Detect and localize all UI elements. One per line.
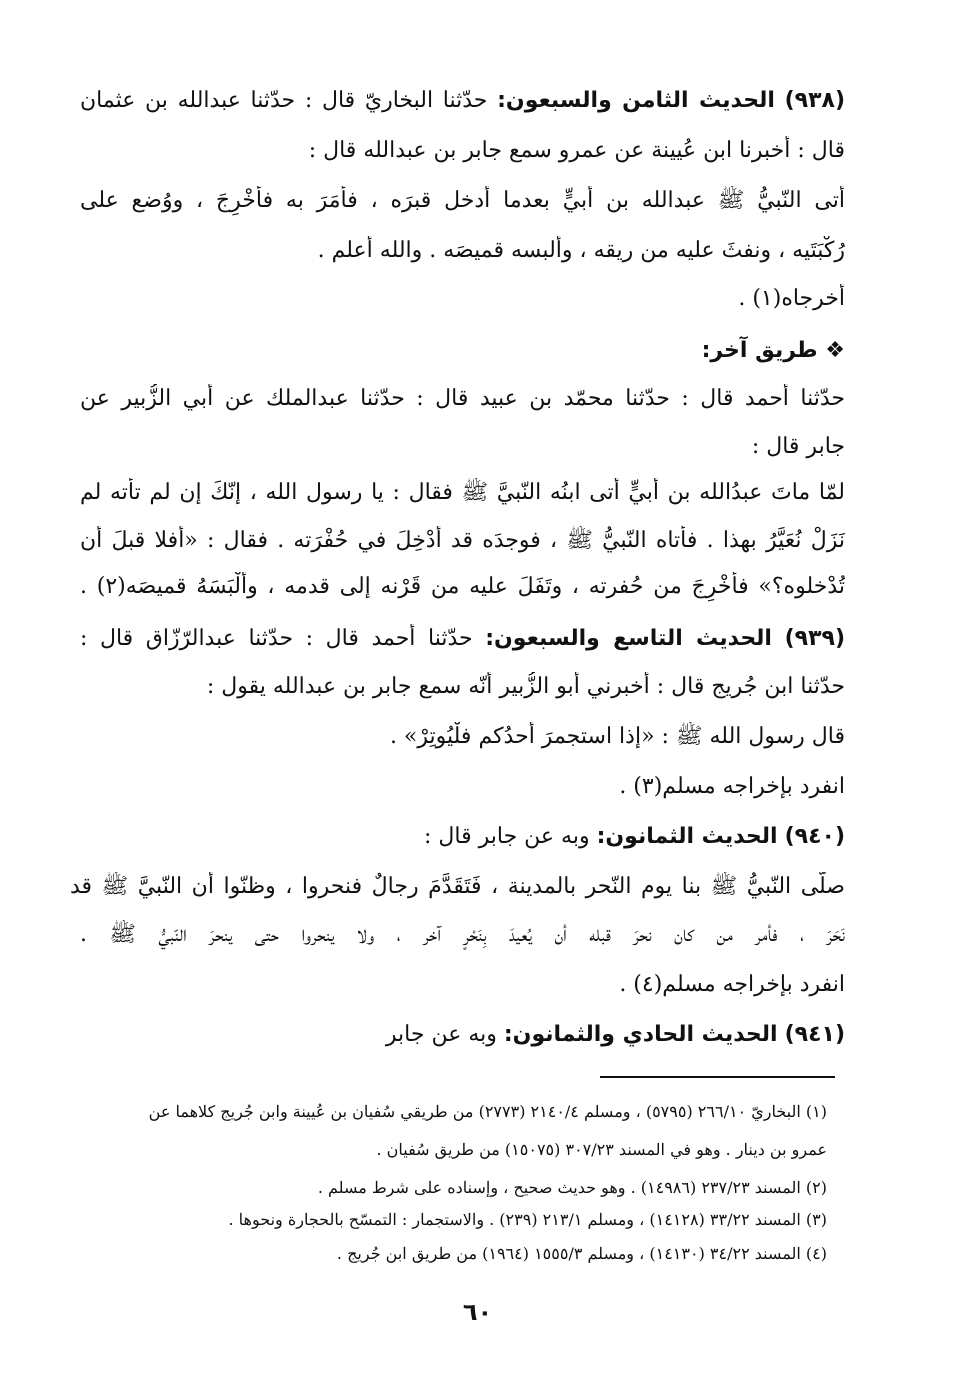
hadith-941-line-1 bbox=[80, 1020, 845, 1050]
hadith-939-number: (٩٣٩) bbox=[784, 626, 845, 651]
hadith-940-text-1: وبه عن جابر قال : bbox=[424, 824, 590, 849]
another-route-line-4: نَزَلْ نُعَيَّرُ بهذا . فأتاه النّبيُّ ﷺ ، فوجدَه قد أُدْخِلَ في حُفْرَته . فقال : «أفلا قبلَ أن bbox=[80, 528, 845, 553]
footnote-2: (٢) المسند ٢٣٧/٢٣ (١٤٩٨٦) . وهو حديث صحيح ، وإسناده على شرط مسلم . bbox=[317, 1178, 827, 1197]
footnote-3: (٣) المسند ٣٣/٢٢ (١٤١٢٨) ، ومسلم ٢١٣/١ (٢٣٩) . والاستجمار : التمسّح بالحجارة ونحوها . bbox=[228, 1210, 827, 1229]
another-route-line-5: تُدْخلوه؟» فأُخْرِجَ من حُفرته ، وتَفَلَ عليه من قَرْنه إلى قدمه ، وألْبَسَهُ قميصَه(٢) . bbox=[80, 574, 845, 599]
hadith-939-line-2: حدّثنا ابن جُريج قال : أخبرني أبو الزُّبير أنّه سمع جابر بن عبدالله يقول : bbox=[206, 674, 845, 699]
hadith-939-line-1 bbox=[80, 624, 845, 654]
footnote-1-line-1: (١) البخاريّ ٢٦٦/١٠ (٥٧٩٥) ، ومسلم ٢١٤٠/٤ (٢٧٧٣) من طريقي سُفيان بن عُيينة وابن جُريج كلاهما عن bbox=[148, 1102, 827, 1121]
another-route-line-3: لمّا ماتَ عبدُالله بن أُبيٍّ أتى ابنُه النّبيَّ ﷺ فقال : يا رسول الله ، إنّكَ إن لم تأته لم bbox=[80, 480, 845, 505]
another-route-heading: ❖ طريق آخر: bbox=[701, 338, 845, 363]
hadith-939-title: الحديث التاسع والسبعون: bbox=[485, 626, 772, 651]
page-number: ٦٠ bbox=[462, 1298, 493, 1326]
another-route-line-2: جابر قال : bbox=[751, 434, 845, 459]
hadith-941-number: (٩٤١) bbox=[784, 1022, 845, 1047]
hadith-940-line-4: انفرد بإخراجه مسلم(٤) . bbox=[619, 972, 845, 997]
hadith-938-text-1: حدّثنا البخاريّ قال : حدّثنا عبدالله بن عثمان bbox=[80, 88, 488, 113]
footnote-4: (٤) المسند ٣٤/٢٢ (١٤١٣٠) ، ومسلم ١٥٥٥/٣ (١٩٦٤) من طريق ابن جُريج . bbox=[336, 1244, 827, 1263]
footnote-1-line-2: عمرو بن دينار . وهو في المسند ٣٠٧/٢٣ (١٥٠٧٥) من طريق سُفيان . bbox=[376, 1140, 827, 1159]
hadith-939-line-4: انفرد بإخراجه مسلم(٣) . bbox=[619, 774, 845, 799]
hadith-940-line-3: نَحَرَ ، فأمر من كان نحرَ قبله أن يُعيدَ بِنَحْرٍ آخر ، ولا ينحروا حتى ينحرَ النّبيُّ ﷺ . bbox=[80, 922, 845, 947]
hadith-938-number: (٩٣٨) bbox=[784, 88, 845, 113]
hadith-941-text-1: وبه عن جابر bbox=[385, 1022, 497, 1047]
hadith-938-line-5: أخرجاه(١) . bbox=[738, 286, 845, 311]
hadith-939-line-3: قال رسول الله ﷺ : «إذا استجمرَ أحدُكم فلْيُوتِرْ» . bbox=[389, 724, 845, 749]
hadith-939-text-1: حدّثنا أحمد قال : حدّثنا عبدالرّزّاق قال : bbox=[80, 626, 473, 651]
hadith-938-line-4: رُكْبَتَيه ، ونفثَ عليه من ريقه ، وألبسه قميصَه . والله أعلم . bbox=[317, 238, 845, 263]
hadith-938-title: الحديث الثامن والسبعون: bbox=[497, 88, 775, 113]
footnote-separator bbox=[600, 1076, 835, 1078]
hadith-938-line-1 bbox=[80, 86, 845, 116]
hadith-940-line-2: صلّى النّبيُّ ﷺ بنا يوم النّحر بالمدينة ، فَتَقَدَّمَ رجالٌ فنحروا ، وظنّوا أن النّبيَّ ﷺ قد bbox=[70, 874, 845, 899]
hadith-940-number: (٩٤٠) bbox=[784, 824, 845, 849]
another-route-line-1: حدّثنا أحمد قال : حدّثنا محمّد بن عبيد قال : حدّثنا عبدالملك عن أبي الزُّبير عن bbox=[80, 386, 845, 411]
hadith-941-title: الحديث الحادي والثمانون: bbox=[503, 1022, 778, 1047]
hadith-940-line-1 bbox=[80, 822, 845, 852]
hadith-938-line-3: أتى النّبيُّ ﷺ عبدالله بن أُبيٍّ بعدما أُدخل قبرَه ، فأَمَرَ به فأُخْرِجَ ، ووُضع على bbox=[80, 188, 845, 213]
hadith-940-title: الحديث الثمانون: bbox=[596, 824, 778, 849]
hadith-938-line-2: قال : أخبرنا ابن عُيينة عن عمرو سمع جابر بن عبدالله قال : bbox=[308, 138, 845, 163]
